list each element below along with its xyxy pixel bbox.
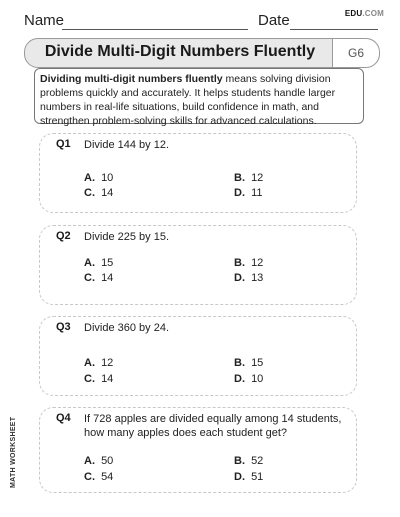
intro-bold: Dividing multi-digit numbers fluently	[40, 73, 223, 85]
question-text: If 728 apples are divided equally among 14 students, how many apples does each student get?	[84, 413, 342, 439]
option-letter: A.	[84, 455, 95, 467]
question-number: Q3	[56, 321, 71, 333]
option-a[interactable]	[84, 357, 113, 369]
date-label: Date	[258, 12, 290, 29]
option-value: 12	[251, 257, 264, 269]
option-b[interactable]	[234, 455, 263, 467]
option-value: 52	[251, 455, 264, 467]
option-d[interactable]	[234, 373, 263, 385]
grade-badge: G6	[332, 39, 379, 67]
option-letter: A.	[84, 357, 95, 369]
option-value: 11	[251, 187, 263, 199]
option-letter: D.	[234, 272, 245, 284]
option-value: 10	[251, 373, 264, 385]
name-label: Name	[24, 12, 65, 29]
option-a[interactable]	[84, 172, 113, 184]
option-b[interactable]	[234, 257, 263, 269]
option-letter: A.	[84, 257, 95, 269]
option-letter: C.	[84, 187, 95, 199]
option-value: 12	[101, 357, 114, 369]
option-value: 14	[101, 272, 114, 284]
option-value: 13	[251, 272, 264, 284]
option-letter: B.	[234, 357, 245, 369]
option-value: 54	[101, 471, 114, 483]
question-text: Divide 360 by 24.	[84, 322, 169, 334]
option-b[interactable]	[234, 357, 263, 369]
brand-logo	[345, 9, 384, 18]
option-letter: C.	[84, 373, 95, 385]
option-d[interactable]	[234, 187, 262, 199]
title-bar	[24, 38, 380, 68]
option-c[interactable]	[84, 471, 113, 483]
option-letter: C.	[84, 471, 95, 483]
option-b[interactable]	[234, 172, 263, 184]
option-letter: D.	[234, 187, 245, 199]
question-card-2	[39, 225, 357, 305]
option-c[interactable]	[84, 373, 113, 385]
option-letter: B.	[234, 172, 245, 184]
brand-suffix: .COM	[362, 9, 384, 18]
question-number: Q1	[56, 138, 71, 150]
option-letter: B.	[234, 455, 245, 467]
option-value: 14	[101, 373, 114, 385]
question-card-3	[39, 316, 357, 396]
option-d[interactable]	[234, 272, 263, 284]
worksheet-title: Divide Multi-Digit Numbers Fluently	[44, 43, 316, 60]
question-number: Q2	[56, 230, 71, 242]
option-a[interactable]	[84, 257, 113, 269]
question-text: Divide 144 by 12.	[84, 139, 169, 151]
date-line[interactable]	[290, 29, 378, 30]
option-letter: D.	[234, 373, 245, 385]
question-text: Divide 225 by 15.	[84, 231, 169, 243]
question-number: Q4	[56, 412, 71, 424]
option-value: 12	[251, 172, 264, 184]
option-letter: A.	[84, 172, 95, 184]
option-value: 14	[101, 187, 114, 199]
option-d[interactable]	[234, 471, 263, 483]
option-a[interactable]	[84, 455, 113, 467]
intro-box	[34, 68, 364, 127]
intro-text: means solving division problems quickly and accurately. It helps students handle larger numbers in real-life situations, build confidence in math, and strengthen problem-solving skills for advanced calculations.	[40, 73, 336, 127]
option-value: 51	[251, 471, 264, 483]
side-label: MATH WORKSHEET	[10, 416, 17, 488]
option-value: 50	[101, 455, 114, 467]
brand-main: EDU	[344, 9, 363, 18]
option-c[interactable]	[84, 187, 113, 199]
option-letter: B.	[234, 257, 245, 269]
option-c[interactable]	[84, 272, 113, 284]
name-line[interactable]	[62, 29, 248, 30]
question-card-1	[39, 133, 357, 213]
option-value: 15	[101, 257, 114, 269]
option-value: 10	[101, 172, 114, 184]
option-value: 15	[251, 357, 264, 369]
option-letter: C.	[84, 272, 95, 284]
option-letter: D.	[234, 471, 245, 483]
question-card-4	[39, 407, 357, 493]
